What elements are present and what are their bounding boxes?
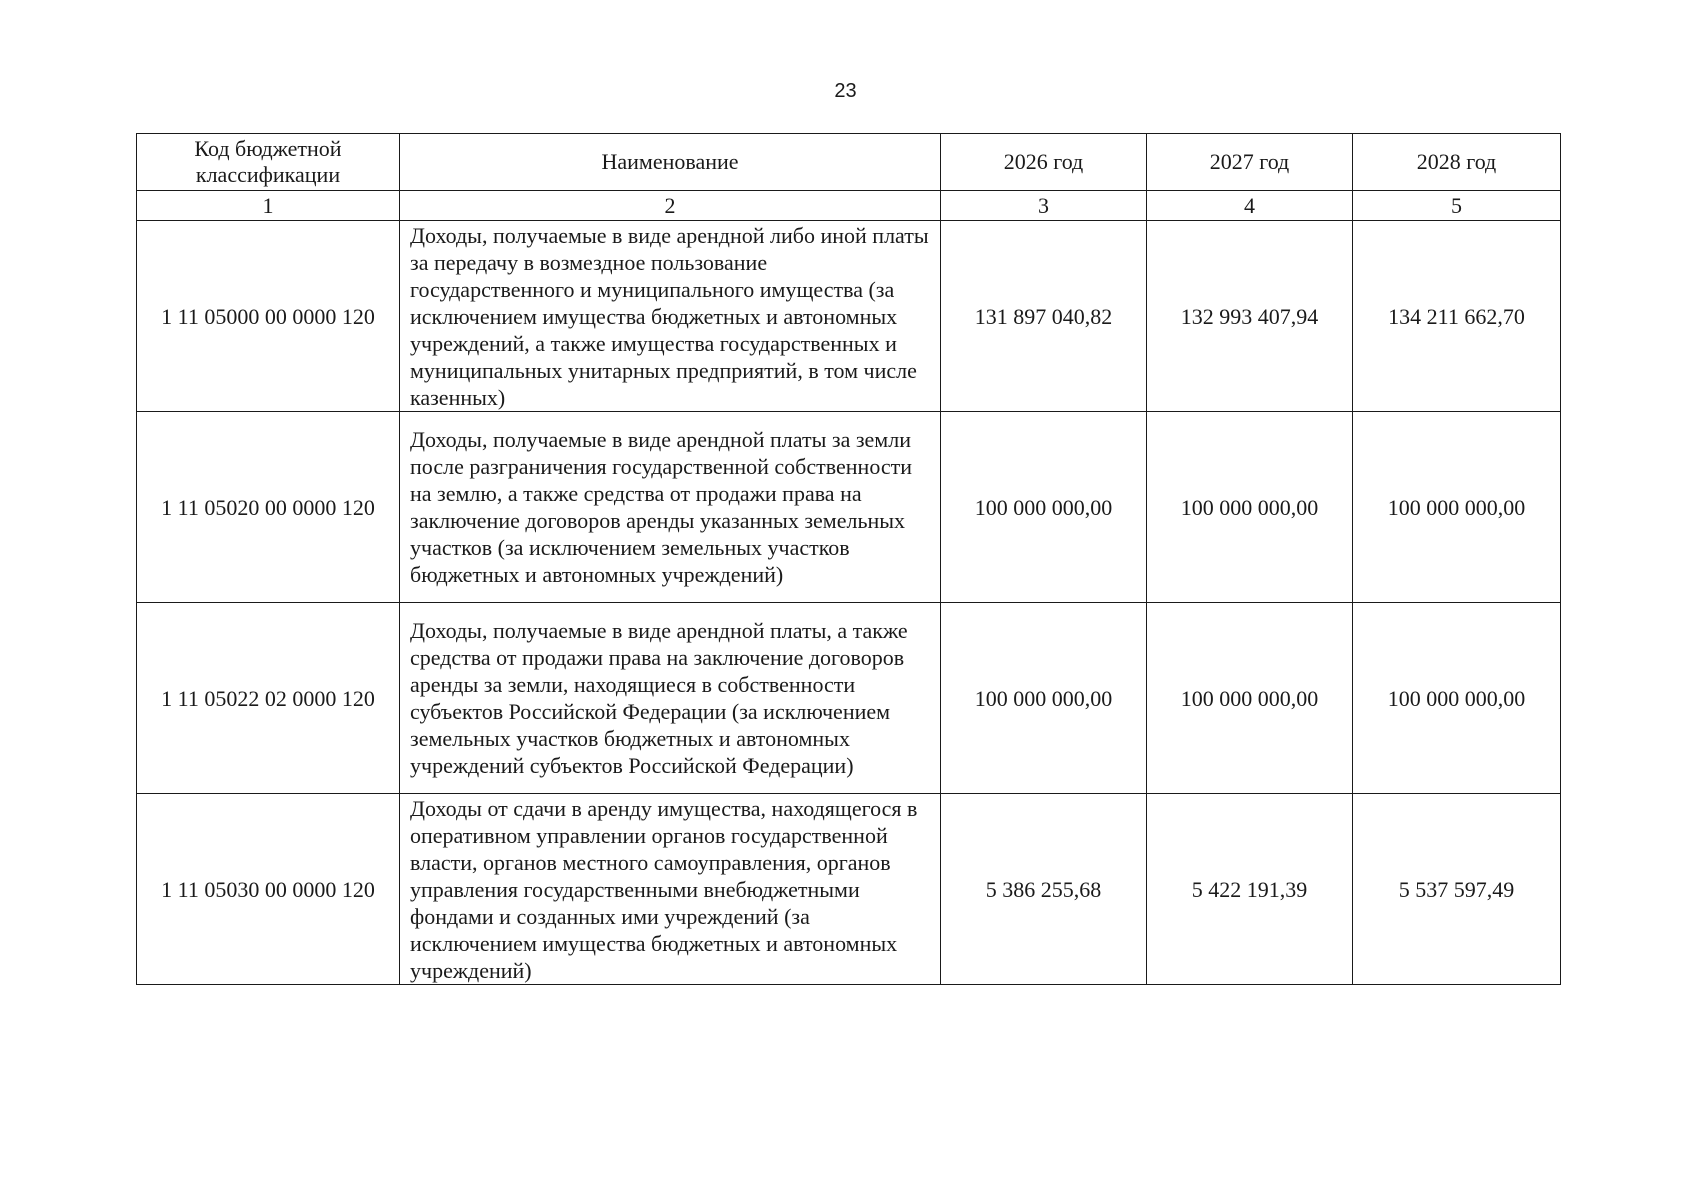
budget-revenue-table <box>136 133 1561 985</box>
amount-2026: 100 000 000,00 <box>941 603 1147 794</box>
column-number: 3 <box>941 191 1147 221</box>
amount-2026: 100 000 000,00 <box>941 412 1147 603</box>
revenue-name: Доходы, получаемые в виде арендной либо иной платы за передачу в возмездное пользование государственного и муниципального имущества (за исключением имущества бюджетных и автономных учреждений, а также имущества государственных и муниципальных унитарных предприятий, в том числе казенных) <box>400 221 941 412</box>
amount-2028: 100 000 000,00 <box>1353 603 1561 794</box>
table-row <box>137 794 1561 985</box>
amount-2028: 134 211 662,70 <box>1353 221 1561 412</box>
revenue-name: Доходы, получаемые в виде арендной платы, а также средства от продажи права на заключение договоров аренды за земли, находящиеся в собственности субъектов Российской Федерации (за исключением земельных участков бюджетных и автономных учреждений субъектов Российской Федерации) <box>400 603 941 794</box>
header-2028: 2028 год <box>1353 134 1561 191</box>
revenue-name: Доходы от сдачи в аренду имущества, находящегося в оперативном управлении органов государственной власти, органов местного самоуправления, органов управления государственными внебюджетными фондами и созданных ими учреждений (за исключением имущества бюджетных и автономных учреждений) <box>400 794 941 985</box>
table-row <box>137 603 1561 794</box>
column-number: 1 <box>137 191 400 221</box>
amount-2027: 100 000 000,00 <box>1147 412 1353 603</box>
column-number: 4 <box>1147 191 1353 221</box>
amount-2026: 5 386 255,68 <box>941 794 1147 985</box>
table-row <box>137 412 1561 603</box>
amount-2028: 100 000 000,00 <box>1353 412 1561 603</box>
header-2026: 2026 год <box>941 134 1147 191</box>
header-name: Наименование <box>400 134 941 191</box>
header-2027: 2027 год <box>1147 134 1353 191</box>
column-number: 2 <box>400 191 941 221</box>
amount-2028: 5 537 597,49 <box>1353 794 1561 985</box>
budget-code: 1 11 05020 00 0000 120 <box>137 412 400 603</box>
table-header-row <box>137 134 1561 191</box>
column-number-row <box>137 191 1561 221</box>
column-number: 5 <box>1353 191 1561 221</box>
revenue-name: Доходы, получаемые в виде арендной платы за земли после разграничения государственной собственности на землю, а также средства от продажи права на заключение договоров аренды указанных земельных участков (за исключением земельных участков бюджетных и автономных учреждений) <box>400 412 941 603</box>
budget-code: 1 11 05022 02 0000 120 <box>137 603 400 794</box>
header-code: Код бюджетной классификации <box>137 134 400 191</box>
budget-code: 1 11 05030 00 0000 120 <box>137 794 400 985</box>
amount-2027: 100 000 000,00 <box>1147 603 1353 794</box>
budget-code: 1 11 05000 00 0000 120 <box>137 221 400 412</box>
amount-2027: 5 422 191,39 <box>1147 794 1353 985</box>
amount-2026: 131 897 040,82 <box>941 221 1147 412</box>
amount-2027: 132 993 407,94 <box>1147 221 1353 412</box>
page-number: 23 <box>834 80 857 102</box>
table-row <box>137 221 1561 412</box>
